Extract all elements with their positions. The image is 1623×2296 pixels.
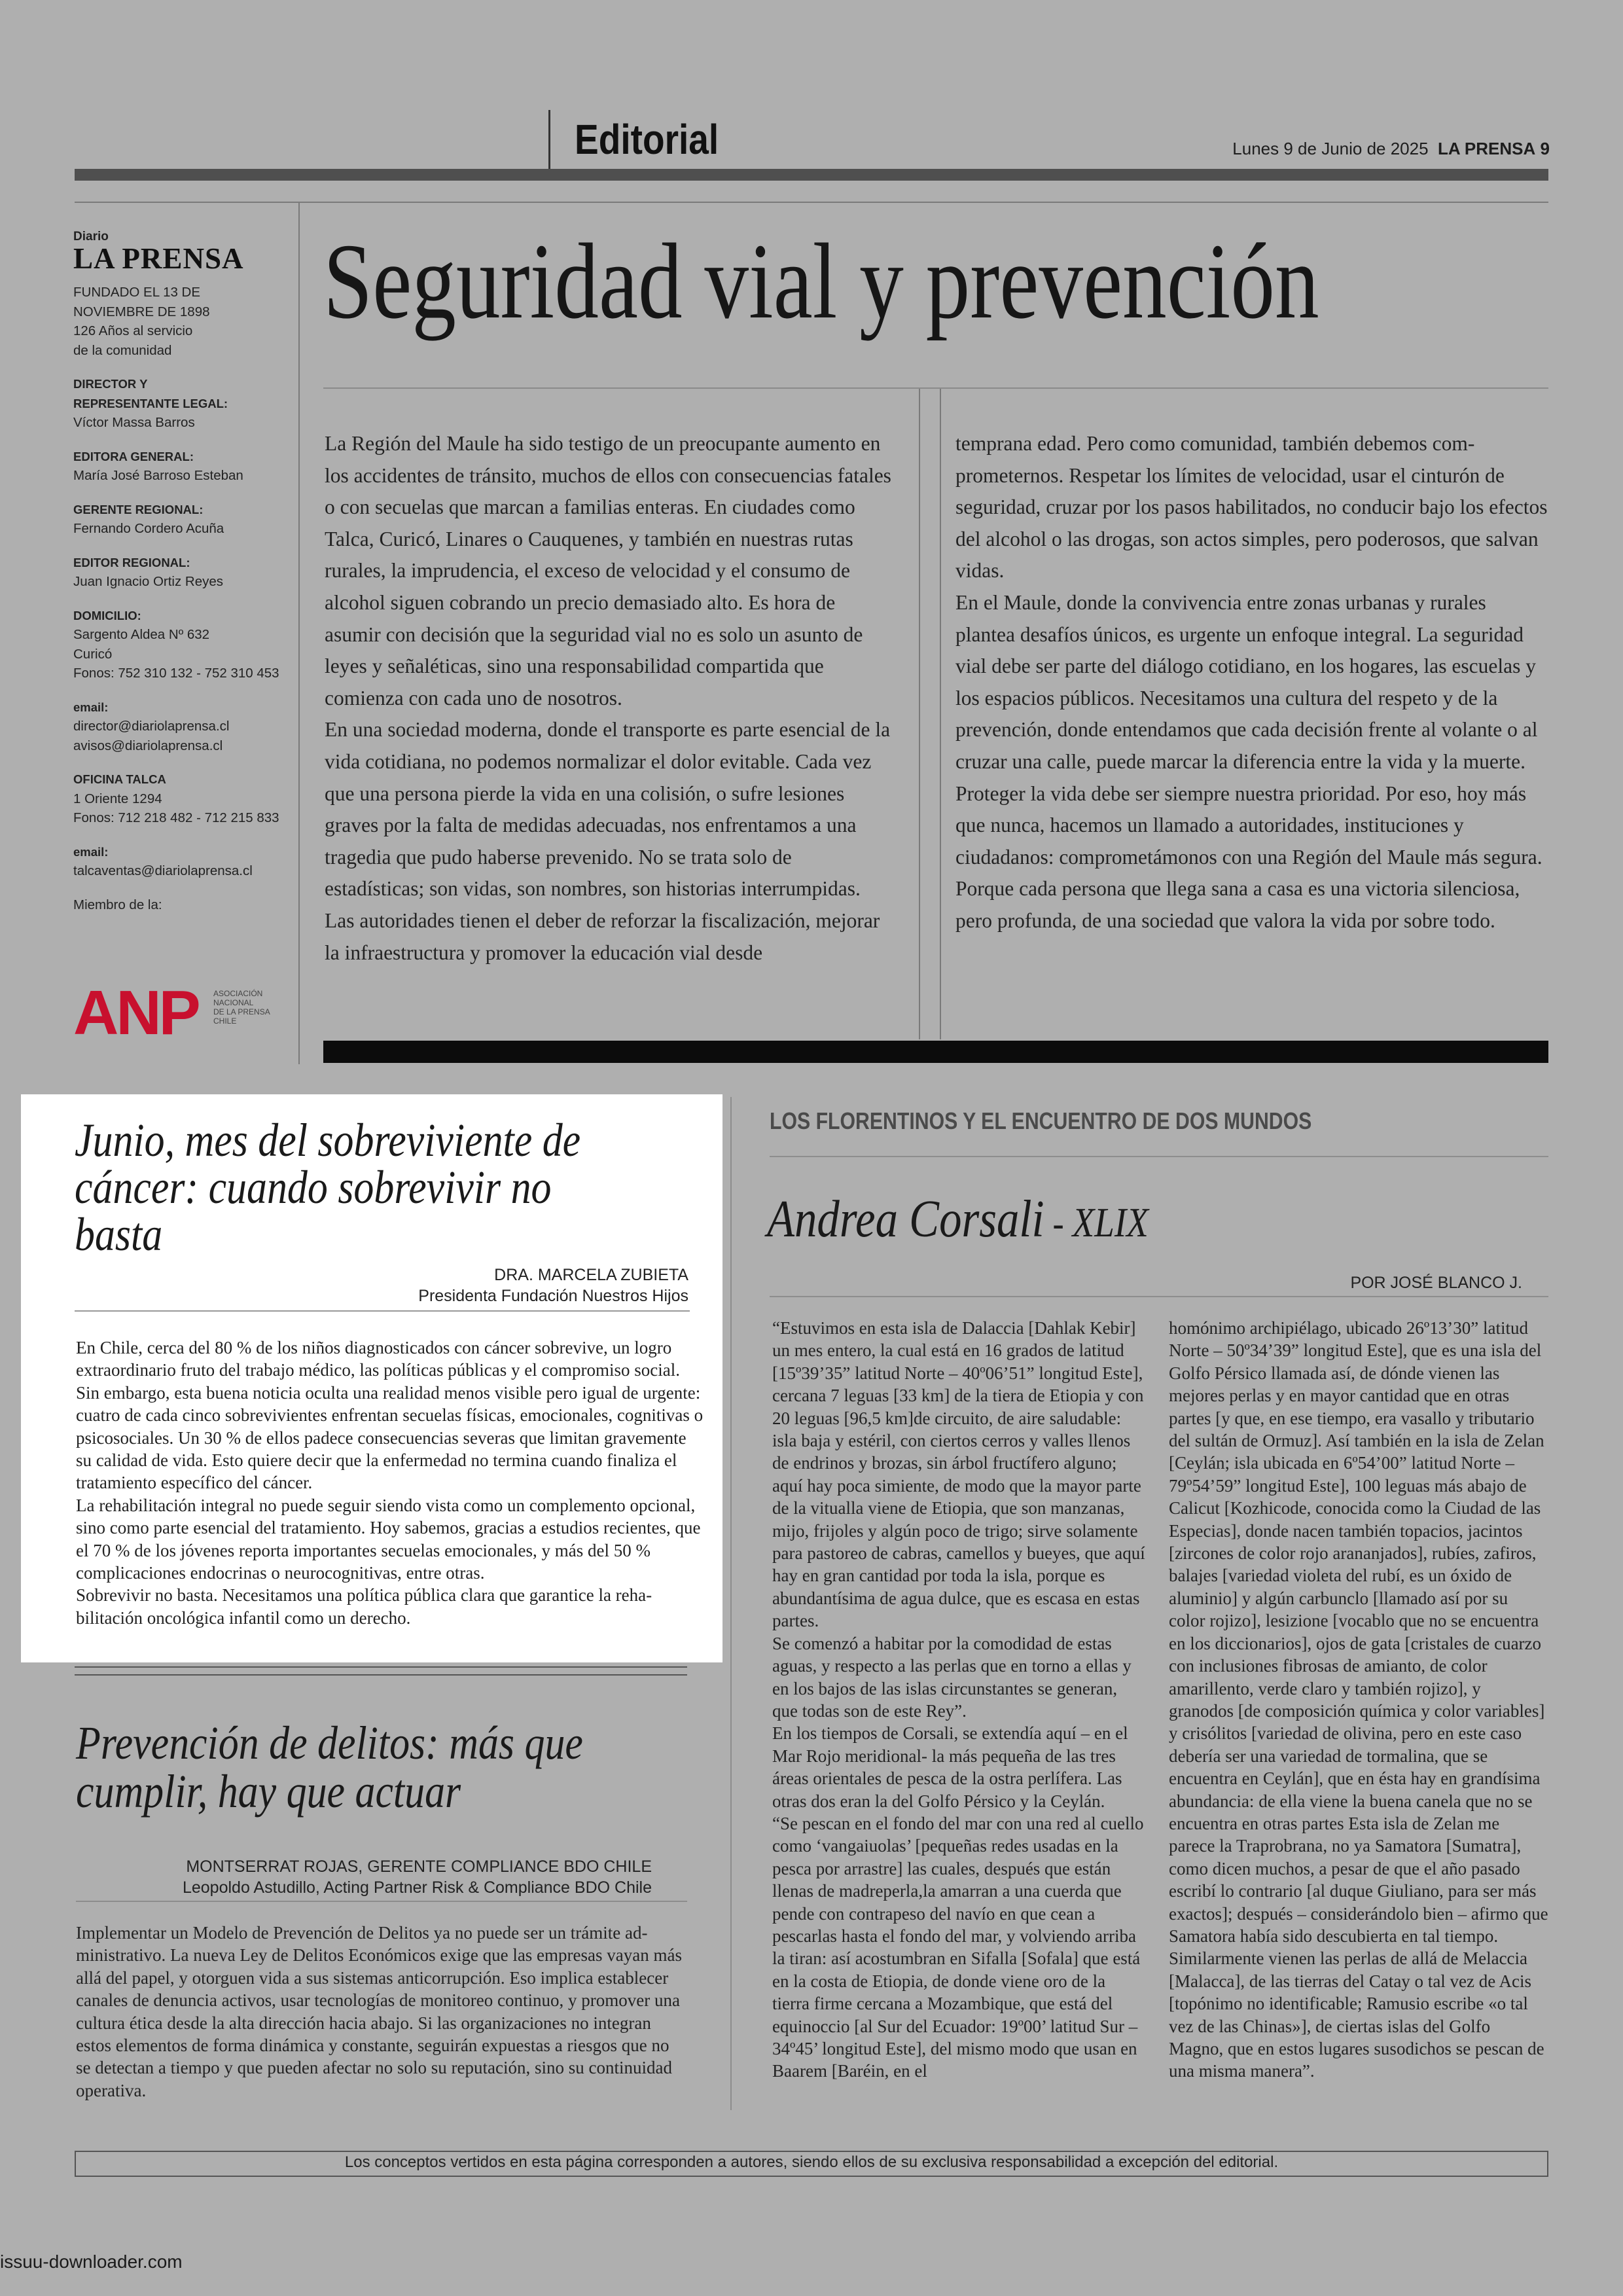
domicilio-label: DOMICILIO: <box>73 608 141 622</box>
paragraph: En Chile, cerca del 80 % de los niños diagnosticados con cáncer sobrevive, un logro extraordinario fruto del trabajo médico, las políticas públicas y el compromiso social. Sin embargo, esta buena noticia oculta una realidad menos visible pero igual de urgente: cuatro de cada cinco sobrevivientes enfrentan secuelas físicas, emocionales, cognitivas o psicosociales. Un 30 % de ellos padece consecuencias severas que limitan gravemente su calidad de vida. Esto quiere decir que la enfermedad no termina cuando finaliza el tratamiento específico del cáncer. <box>76 1338 704 1493</box>
editor-name: Juan Ignacio Ortiz Reyes <box>73 574 224 589</box>
title-separator: - <box>1044 1202 1073 1245</box>
page-number: 9 <box>1540 139 1550 158</box>
header-rule <box>75 202 1548 203</box>
title-sub: XLIX <box>1072 1199 1149 1246</box>
date-text: Lunes 9 de Junio de 2025 <box>1232 139 1429 158</box>
gerente-name: Fernando Cordero Acuña <box>73 521 224 536</box>
editora-label: EDITORA GENERAL: <box>73 449 194 463</box>
anp-text-line: CHILE <box>213 1016 237 1026</box>
email2-label: email: <box>73 844 109 859</box>
masthead-rule <box>298 203 300 1064</box>
column-rule <box>730 1097 732 2110</box>
masthead-logo: LA PRENSA <box>73 242 244 275</box>
email-link[interactable]: talcaventas@diariolaprensa.cl <box>73 863 253 878</box>
oficina-line: 1 Oriente 1294 <box>73 791 162 806</box>
article-column-2 <box>1169 1317 1548 2083</box>
article-body <box>76 1922 685 2102</box>
email-link[interactable]: director@diariolaprensa.cl <box>73 719 230 734</box>
title-main: Andrea Corsali <box>767 1191 1044 1248</box>
article-title: Prevención de delitos: más que cumplir, hay que actuar <box>76 1717 583 1818</box>
header-date <box>1232 139 1550 159</box>
director-label-2: REPRESENTANTE LEGAL: <box>73 396 228 410</box>
article-byline: POR JOSÉ BLANCO J. <box>1350 1274 1522 1292</box>
editorial-column-1 <box>325 428 894 969</box>
column-rule <box>940 389 941 1039</box>
header-bar <box>75 169 1548 181</box>
section-title: Editorial <box>575 116 719 163</box>
paragraph: Se comenzó a habitar por la comodidad de estas aguas, y respecto a las perlas que en torno a ellas y en los bajos de las islas circunstantes se generan, que todas son de este Rey”. <box>772 1633 1132 1721</box>
paragraph: Implementar un Modelo de Prevención de Delitos ya no puede ser un trámite administrativo. La nueva Ley de Delitos Económicos exige que las empresas vayan más allá del papel, y otorguen vida a sus sistemas anticorrupción. Eso implica establecer canales de denuncia activos, usar tecnologías de monitoreo continuo, y promover una cultura ética desde la alta dirección hacia abajo. Si las organizaciones no integran estos elementos de forma dinámica y constante, seguirán expuestas a riesgos que no se detectan a tiempo y que pueden afectar no solo su reputación, sino su continuidad operativa. <box>76 1923 682 2100</box>
member-label: Miembro de la: <box>73 897 162 912</box>
editor-label: EDITOR REGIONAL: <box>73 555 190 569</box>
domicilio-line: Fonos: 752 310 132 - 752 310 453 <box>73 666 279 681</box>
logo-small: Diario <box>73 230 109 243</box>
editora-name: María José Barroso Esteban <box>73 468 243 483</box>
editorial-title: Seguridad vial y prevención <box>323 221 1319 341</box>
kicker-rule <box>770 1156 1548 1157</box>
director-label: DIRECTOR Y <box>73 377 148 391</box>
column-rule <box>919 389 920 1039</box>
byline-rule <box>76 1901 687 1902</box>
founded-line: NOVIEMBRE DE 1898 <box>73 304 210 319</box>
oficina-label: OFICINA TALCA <box>73 772 166 786</box>
paragraph: Proteger la vida debe ser siempre nuestra prioridad. Por eso, hoy más que nunca, hacemos un llamado a autoridades, instituciones y ciudadanos: comprometámonos con una Región del Maule más segura. Porque cada persona que llega sana a casa es una victoria silenciosa, pero profunda, de una sociedad que valora la vida por sobre todo. <box>955 781 1543 932</box>
email-label: email: <box>73 700 109 714</box>
article-column-1 <box>772 1317 1145 2083</box>
masthead <box>73 230 289 914</box>
paper-name: LA PRENSA <box>1438 139 1536 158</box>
paragraph: En el Maule, donde la convivencia entre zonas urbanas y rurales plantea desafíos únicos, es urgente un enfoque integral. La seguridad vial debe ser parte del diálogo cotidiano, en los hogares, las escuelas y los espacios públicos. Necesitamos una cultura del respeto y de la prevención, donde entendamos que cada decisión frente al volante o al cruzar una calle, puede marcar la diferencia entre la vida y la muerte. <box>955 590 1538 773</box>
header-divider <box>548 110 550 175</box>
paragraph: La Región del Maule ha sido testigo de un preocupante aumento en los accidentes de tránsito, muchos de ellos con consecuencias fatales o con secuelas que marcan a familias enteras. En ciudades como Talca, Curicó, Linares o Cauquenes, y también en nuestras rutas rurales, la imprudencia, el exceso de velocidad y el consumo de alcohol siguen cobrando un precio demasiado alto. Es hora de asumir con decisión que la seguridad vial no es solo un asunto de leyes y señaléticas, sino una responsabilidad compartida que comienza con cada uno de nosotros. <box>325 432 891 709</box>
byline-rule <box>75 1310 690 1312</box>
paragraph: En una sociedad moderna, donde el transporte es parte esencial de la vida cotidiana, no podemos normalizar el dolor evitable. Cada vez que una persona pierde la vida en una colisión, o sufre lesiones graves por la falta de medidas adecuadas, nos enfrentamos a una tragedia que pudo haberse prevenido. No se trata solo de estadísticas; son vidas, son nombres, son historias interrumpidas. <box>325 718 891 901</box>
founded-line: FUNDADO EL 13 DE <box>73 285 201 300</box>
paragraph: Sobrevivir no basta. Necesitamos una política pública clara que garantice la rehabilitación oncológica infantil como un derecho. <box>76 1585 652 1628</box>
editorial-rule <box>323 387 1548 389</box>
oficina-line: Fonos: 712 218 482 - 712 215 833 <box>73 810 279 825</box>
disclaimer: Los conceptos vertidos en esta página corresponden a autores, siendo ellos de su exclusiva responsabilidad a excepción del editorial. <box>344 2153 1279 2171</box>
double-rule <box>75 1666 687 1668</box>
article-body <box>76 1336 704 1629</box>
editorial-column-2 <box>955 428 1548 937</box>
article-kicker: LOS FLORENTINOS Y EL ENCUENTRO DE DOS MUNDOS <box>770 1107 1312 1134</box>
author-name-2: Leopoldo Astudillo, Acting Partner Risk & Compliance BDO Chile <box>182 1878 652 1897</box>
paragraph: Las autoridades tienen el deber de reforzar la fiscalización, mejorar la infraestructura y promover la educación vial desde <box>325 908 880 964</box>
anp-logo-mark: ANP <box>73 978 198 1042</box>
domicilio-line: Curicó <box>73 646 113 662</box>
gerente-label: GERENTE REGIONAL: <box>73 502 204 516</box>
article-title: Junio, mes del sobreviviente de cáncer: cuando sobrevivir no basta <box>75 1114 581 1261</box>
anp-text-line: ASOCIACIÓN <box>213 989 263 998</box>
paragraph: En los tiempos de Corsali, se extendía aquí – en el Mar Rojo meridional- la más pequeña de las tres áreas orientales de pesca de la ostra perlífera. Las otras dos eran la del Golfo Pérsico y la Ceylán. <box>772 1723 1128 1811</box>
founded-line: 126 Años al servicio <box>73 323 193 338</box>
founded-line: de la comunidad <box>73 342 172 358</box>
paragraph: homónimo archipiélago, ubicado 26º13’30” latitud Norte – 50º34’39” longitud Este], que es una isla del Golfo Pérsico llamada así, de dónde vienen las mejores perlas y en mayor cantidad que en otras partes [y que, en ese tiempo, era vasallo y tributario del sultán de Ormuz]. Así también en la isla de Zelan [Ceylán; isla ubicada en 6º54’00” latitud Norte – 79º54’59” longitud Este], 100 leguas más abajo de Calicut [Kozhicode, conocida como la Ciudad de las Especias], donde nacen también topacios, jacintos [zircones de color rojo arananjados], rubíes, zafiros, balajes [variedad violeta del rubí, es un óxido de aluminio] y algún carbunclo [llamado así por su color rojizo], lesizione [vocablo que no se encuentra en los diccionarios], ojos de gata [cristales de cuarzo con inclusiones fibrosas de amianto, de color amarillento, verde claro y también rojizo], y granodos [de composición química y color variables] y crisólitos [variedad de olivina, pero en este caso debería ser una variedad de tormalina, que se encuentra en Ceylán], que en ésta hay en grandísima abundancia: de ella viene la buena canela que no se encuentra en otras partes Esta isla de Zelan me parece la Traprobrana, no ya Samatora [Sumatra], como dicen muchos, a pesar de que el año pasado escribí lo contrario [al duque Giuliano, para ser más exactos]; después – considerándolo bien – afirmo que Samatora había sido descubierta en tal tiempo. Similarmente vienen las perlas de allá de Melaccia [Malacca], de las tierras del Catay o tal vez de Acis [topónimo no identificable; Ramusio escribe «o tal vez de las Chinas»], de ciertas islas del Golfo Magno, que en estos lugares susodichos se pescan de una misma manera”. <box>1169 1318 1548 2081</box>
anp-text-line: NACIONAL <box>213 998 254 1007</box>
author-role: Presidenta Fundación Nuestros Hijos <box>418 1287 688 1305</box>
author-name: MONTSERRAT ROJAS, GERENTE COMPLIANCE BDO CHILE <box>186 1857 652 1876</box>
double-rule <box>75 1674 687 1676</box>
paragraph: “Se pescan en el fondo del mar con una red al cuello como ‘vangaiuolas’ [pequeñas redes usadas en la pesca por arrastre] las cuales, después que están llenas de madreperla,la amarran a una cuerda que pende con contrapeso del navío en que cean a pescarlas hasta el fondo del mar, y volviendo arriba la tiran: así acostumbran en Sifalla [Sofala] que está en la costa de Etiopia, de donde viene oro de la tierra firme cercana a Mozambique, que está del equinoccio [al Sur del Ecuador: 19º00’ latitud Sur – 34º45’ longitud Este], del mismo modo que usan en Baarem [Baréin, en el <box>772 1813 1144 2081</box>
author-name: DRA. MARCELA ZUBIETA <box>494 1266 688 1284</box>
anp-logo <box>73 977 276 1042</box>
paragraph: “Estuvimos en esta isla de Dalaccia [Dahlak Kebir] un mes entero, la cual está en 16 grados de latitud [15º39’35” latitud Norte – 40º06’51” longitud Este], cercana 7 leguas [33 km] de la tiera de Etiopia y con 20 leguas [96,5 km]de circuito, de aire saludable: isla baja y estéril, con ciertos cerros y valles llenos de endrinos y brozas, sin árbol fructífero alguno; aquí hay poca simiente, de modo que la mayor parte de la vitualla viene de Etiopia, que son manzanas, mijo, frijoles y algún poco de trigo; sirve solamente para pastoreo de cabras, camellos y bueyes, que aquí hay en gran cantidad por toda la isla, porque es abundantísima de agua dulce, que es escasa en estas partes. <box>772 1318 1145 1631</box>
anp-text-line: DE LA PRENSA <box>213 1007 270 1016</box>
article-byline <box>418 1265 688 1306</box>
editorial-end-bar <box>323 1041 1548 1063</box>
email-link[interactable]: avisos@diariolaprensa.cl <box>73 738 223 753</box>
paragraph: temprana edad. Pero como comunidad, también debemos comprometernos. Respetar los límites de velocidad, usar el cinturón de seguridad, cruzar por los pasos habilitados, no conducir bajo los efectos del alcohol o las drogas, son actos simples, pero poderosos, que salvan vidas. <box>955 432 1548 583</box>
domicilio-line: Sargento Aldea Nº 632 <box>73 627 210 642</box>
director-name: Víctor Massa Barros <box>73 415 195 430</box>
watermark: issuu-downloader.com <box>0 2251 183 2272</box>
paragraph: La rehabilitación integral no puede seguir siendo vista como un complemento opcional, sino como parte esencial del tratamiento. Hoy sabemos, gracias a estudios recientes, que el 70 % de los jóvenes reporta importantes secuelas emocionales, y más del 50 % complicaciones endocrinas o neurocognitivas, entre otras. <box>76 1495 701 1583</box>
byline-rule <box>770 1296 1548 1297</box>
article-title <box>767 1190 1149 1249</box>
article-cancer <box>21 1094 722 1662</box>
article-byline <box>183 1856 652 1898</box>
